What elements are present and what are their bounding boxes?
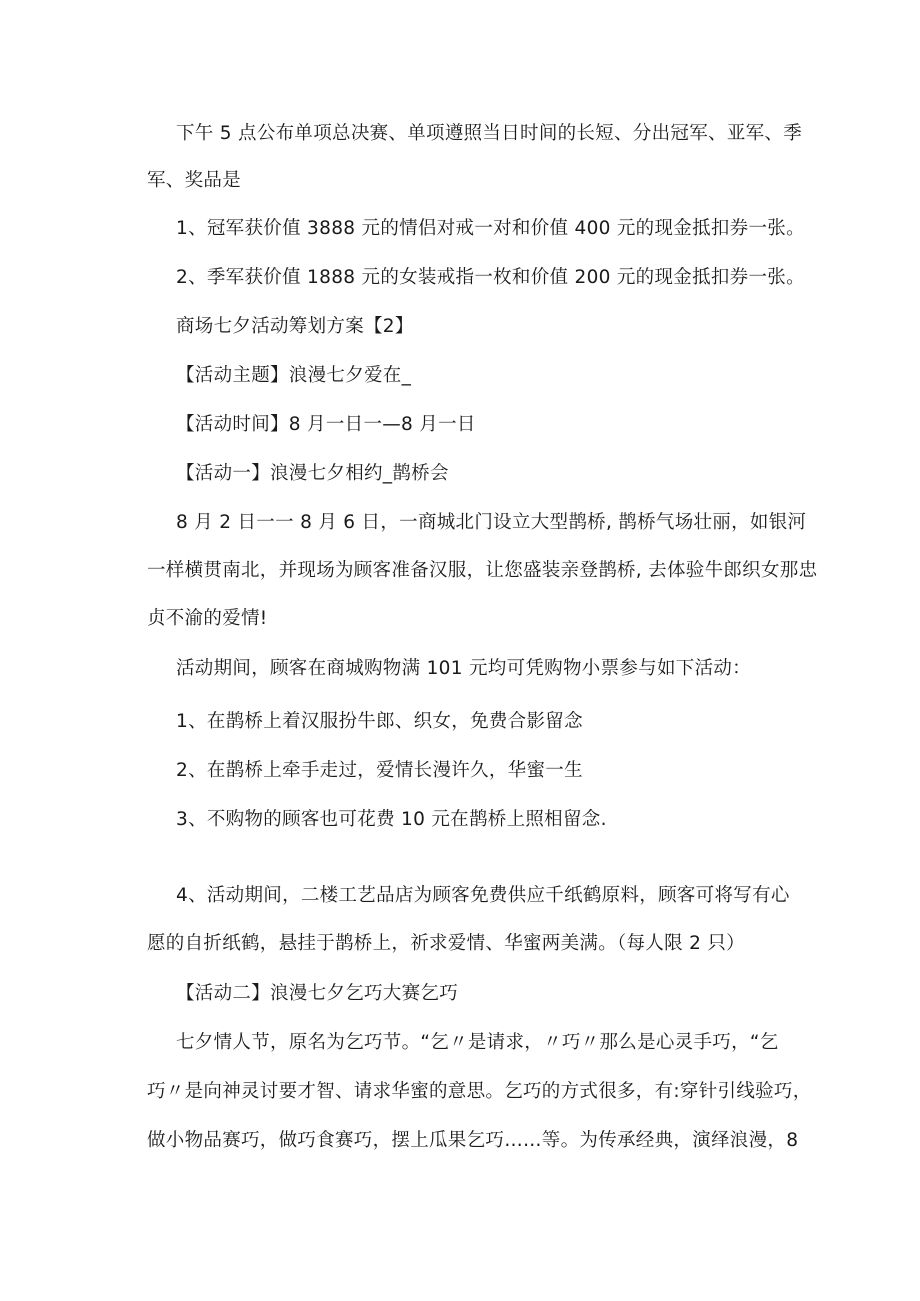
list-item: 4、活动期间，二楼工艺品店为顾客免费供应千纸鹤原料，顾客可将写有心 bbox=[176, 885, 790, 906]
list-item: 1、冠军获价值 3888 元的情侣对戒一对和价值 400 元的现金抵扣券一张。 bbox=[176, 218, 805, 239]
paragraph-line: 活动期间，顾客在商城购物满 101 元均可凭购物小票参与如下活动： bbox=[176, 658, 751, 679]
paragraph-line: 一样横贯南北，并现场为顾客准备汉服，让您盛装亲登鹊桥, 去体验牛郎织女那忠 bbox=[147, 560, 818, 581]
activity-two-heading: 【活动二】浪漫七夕乞巧大赛乞巧 bbox=[176, 983, 459, 1004]
list-item: 2、在鹊桥上牵手走过，爱情长漫许久，华蜜一生 bbox=[176, 760, 583, 781]
activity-theme: 【活动主题】浪漫七夕爱在_ bbox=[176, 365, 412, 386]
paragraph-line: 做小物品赛巧，做巧食赛巧，摆上瓜果乞巧……等。为传承经典，演绎浪漫，8 bbox=[147, 1130, 799, 1151]
section-heading: 商场七夕活动筹划方案【2】 bbox=[176, 316, 414, 337]
paragraph-line: 贞不渝的爱情! bbox=[147, 608, 268, 629]
paragraph-line: 下午 5 点公布单项总决赛、单项遵照当日时间的长短、分出冠军、亚军、季 bbox=[176, 123, 803, 144]
paragraph-line: 军、奖品是 bbox=[147, 170, 242, 191]
list-item: 3、不购物的顾客也可花费 10 元在鹊桥上照相留念. bbox=[176, 809, 607, 830]
list-item: 1、在鹊桥上着汉服扮牛郎、织女，免费合影留念 bbox=[176, 711, 583, 732]
paragraph-line: 愿的自折纸鹤，悬挂于鹊桥上，祈求爱情、华蜜两美满。（每人限 2 只） bbox=[147, 933, 745, 954]
paragraph-line: 巧〃是向神灵讨要才智、请求华蜜的意思。乞巧的方式很多，有:穿针引线验巧， bbox=[147, 1081, 812, 1102]
activity-one-heading: 【活动一】浪漫七夕相约_鹊桥会 bbox=[176, 463, 449, 484]
activity-time: 【活动时间】8 月一日一—8 月一日 bbox=[176, 414, 476, 435]
paragraph-line: 七夕情人节，原名为乞巧节。“乞〃是请求，〃巧〃那么是心灵手巧，“乞 bbox=[176, 1032, 779, 1053]
paragraph-line: 8 月 2 日一一 8 月 6 日，一商城北门设立大型鹊桥, 鹊桥气场壮丽，如银河 bbox=[176, 512, 807, 533]
list-item: 2、季军获价值 1888 元的女装戒指一枚和价值 200 元的现金抵扣券一张。 bbox=[176, 267, 805, 288]
